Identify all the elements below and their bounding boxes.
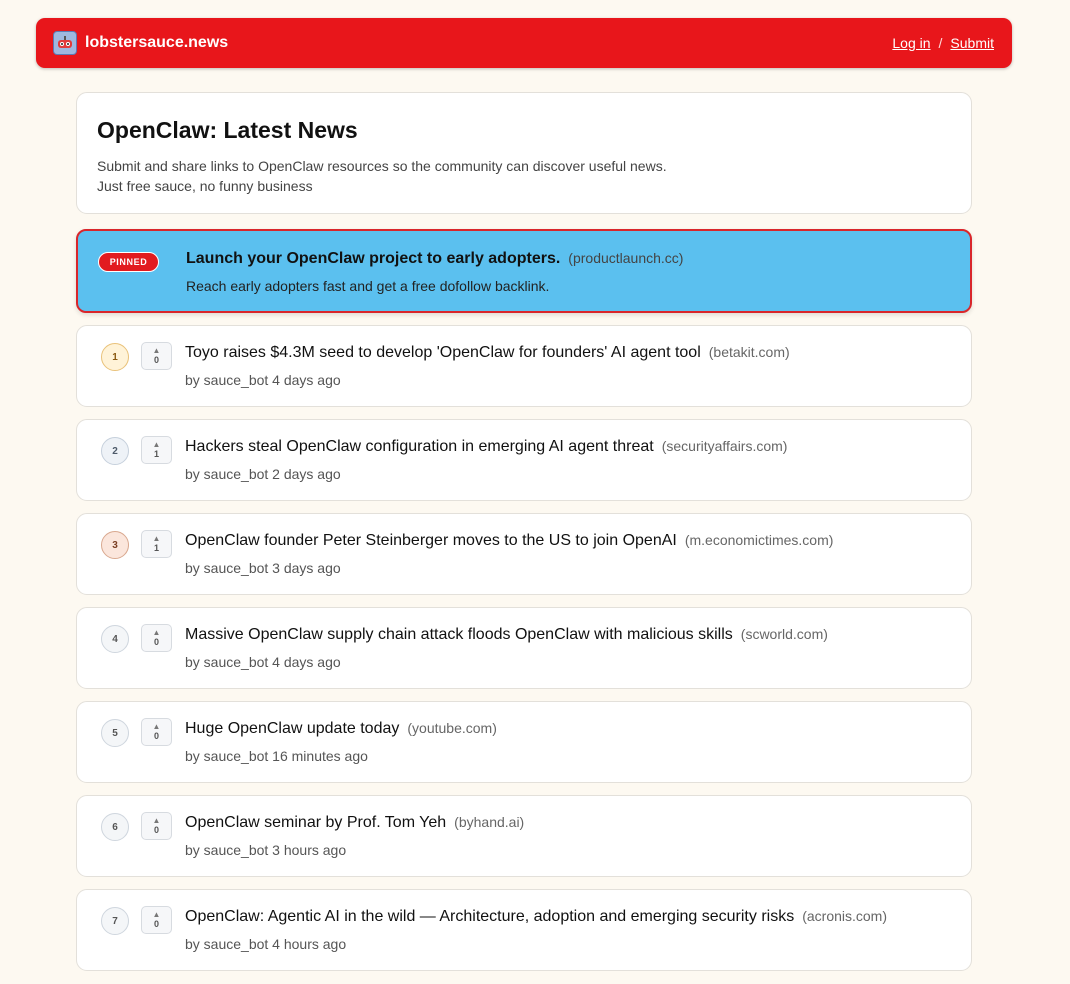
- story-title-link[interactable]: Huge OpenClaw update today: [185, 720, 400, 737]
- upvote-button[interactable]: [141, 342, 172, 370]
- rank-badge: 2: [101, 437, 129, 465]
- upvote-button[interactable]: [141, 530, 172, 558]
- submit-link[interactable]: Submit: [950, 35, 994, 51]
- pinned-badge: PINNED: [98, 252, 159, 272]
- upvote-arrow-icon: ▲: [152, 346, 161, 355]
- top-nav-bar: [36, 18, 1012, 68]
- story-item: [76, 419, 972, 501]
- story-meta: by sauce_bot 2 days ago: [185, 466, 341, 482]
- upvote-arrow-icon: ▲: [152, 816, 161, 825]
- story-domain[interactable]: (m.economictimes.com): [684, 532, 834, 548]
- story-title-link[interactable]: Hackers steal OpenClaw configuration in emerging AI agent threat: [185, 438, 654, 455]
- story-item: [76, 513, 972, 595]
- upvote-button[interactable]: [141, 718, 172, 746]
- site-logo-icon[interactable]: [53, 31, 77, 55]
- page-title: OpenClaw: Latest News: [97, 117, 358, 143]
- login-link[interactable]: Log in: [892, 35, 931, 51]
- story-title-line: [185, 814, 524, 832]
- vote-count: 1: [153, 543, 159, 553]
- story-domain[interactable]: (acronis.com): [802, 908, 887, 924]
- auth-links: [892, 35, 994, 51]
- story-title-line: [185, 344, 790, 362]
- upvote-arrow-icon: ▲: [152, 440, 161, 449]
- upvote-arrow-icon: ▲: [152, 534, 161, 543]
- rank-badge: 4: [101, 625, 129, 653]
- intro-line-2: Just free sauce, no funny business: [97, 178, 313, 194]
- intro-card: [76, 92, 972, 214]
- story-item: [76, 889, 972, 971]
- upvote-button[interactable]: [141, 906, 172, 934]
- pinned-subtitle: Reach early adopters fast and get a free dofollow backlink.: [186, 278, 550, 294]
- upvote-button[interactable]: [141, 624, 172, 652]
- story-title-line: [185, 908, 887, 926]
- pinned-story[interactable]: [76, 229, 972, 313]
- rank-badge: 5: [101, 719, 129, 747]
- story-item: [76, 325, 972, 407]
- vote-count: 0: [153, 919, 159, 929]
- upvote-button[interactable]: [141, 436, 172, 464]
- story-meta: by sauce_bot 4 days ago: [185, 372, 341, 388]
- site-name[interactable]: lobstersauce.news: [85, 34, 229, 51]
- rank-badge: 3: [101, 531, 129, 559]
- story-item: [76, 701, 972, 783]
- pinned-title[interactable]: Launch your OpenClaw project to early adopters.: [186, 250, 561, 267]
- story-meta: by sauce_bot 3 days ago: [185, 560, 341, 576]
- story-title-link[interactable]: Toyo raises $4.3M seed to develop 'OpenClaw for founders' AI agent tool: [185, 344, 701, 361]
- vote-count: 0: [153, 825, 159, 835]
- story-domain[interactable]: (youtube.com): [407, 720, 497, 736]
- intro-description: [97, 156, 951, 196]
- upvote-arrow-icon: ▲: [152, 910, 161, 919]
- story-meta: by sauce_bot 3 hours ago: [185, 842, 347, 858]
- rank-badge: 7: [101, 907, 129, 935]
- upvote-arrow-icon: ▲: [152, 722, 161, 731]
- story-domain[interactable]: (securityaffairs.com): [661, 438, 788, 454]
- rank-badge: 6: [101, 813, 129, 841]
- story-domain[interactable]: (betakit.com): [708, 344, 790, 360]
- upvote-button[interactable]: [141, 812, 172, 840]
- vote-count: 0: [153, 731, 159, 741]
- story-domain[interactable]: (scworld.com): [740, 626, 828, 642]
- story-item: [76, 607, 972, 689]
- intro-line-1: Submit and share links to OpenClaw resources so the community can discover useful news.: [97, 158, 667, 174]
- story-title-link[interactable]: Massive OpenClaw supply chain attack floods OpenClaw with malicious skills: [185, 626, 733, 643]
- story-meta: by sauce_bot 16 minutes ago: [185, 748, 368, 764]
- story-domain[interactable]: (byhand.ai): [454, 814, 525, 830]
- story-meta: by sauce_bot 4 days ago: [185, 654, 341, 670]
- vote-count: 0: [153, 637, 159, 647]
- story-meta: by sauce_bot 4 hours ago: [185, 936, 347, 952]
- vote-count: 1: [153, 449, 159, 459]
- pinned-title-line: [186, 250, 683, 268]
- pinned-domain[interactable]: (productlaunch.cc): [568, 250, 684, 266]
- story-title-link[interactable]: OpenClaw founder Peter Steinberger moves to the US to join OpenAI: [185, 532, 677, 549]
- story-title-link[interactable]: OpenClaw seminar by Prof. Tom Yeh: [185, 814, 447, 831]
- rank-badge: 1: [101, 343, 129, 371]
- vote-count: 0: [153, 355, 159, 365]
- story-title-line: [185, 626, 828, 644]
- story-title-link[interactable]: OpenClaw: Agentic AI in the wild — Architecture, adoption and emerging security risks: [185, 908, 795, 925]
- story-title-line: [185, 438, 787, 456]
- story-title-line: [185, 532, 833, 550]
- upvote-arrow-icon: ▲: [152, 628, 161, 637]
- nav-separator: /: [938, 35, 943, 51]
- story-title-line: [185, 720, 497, 738]
- story-item: [76, 795, 972, 877]
